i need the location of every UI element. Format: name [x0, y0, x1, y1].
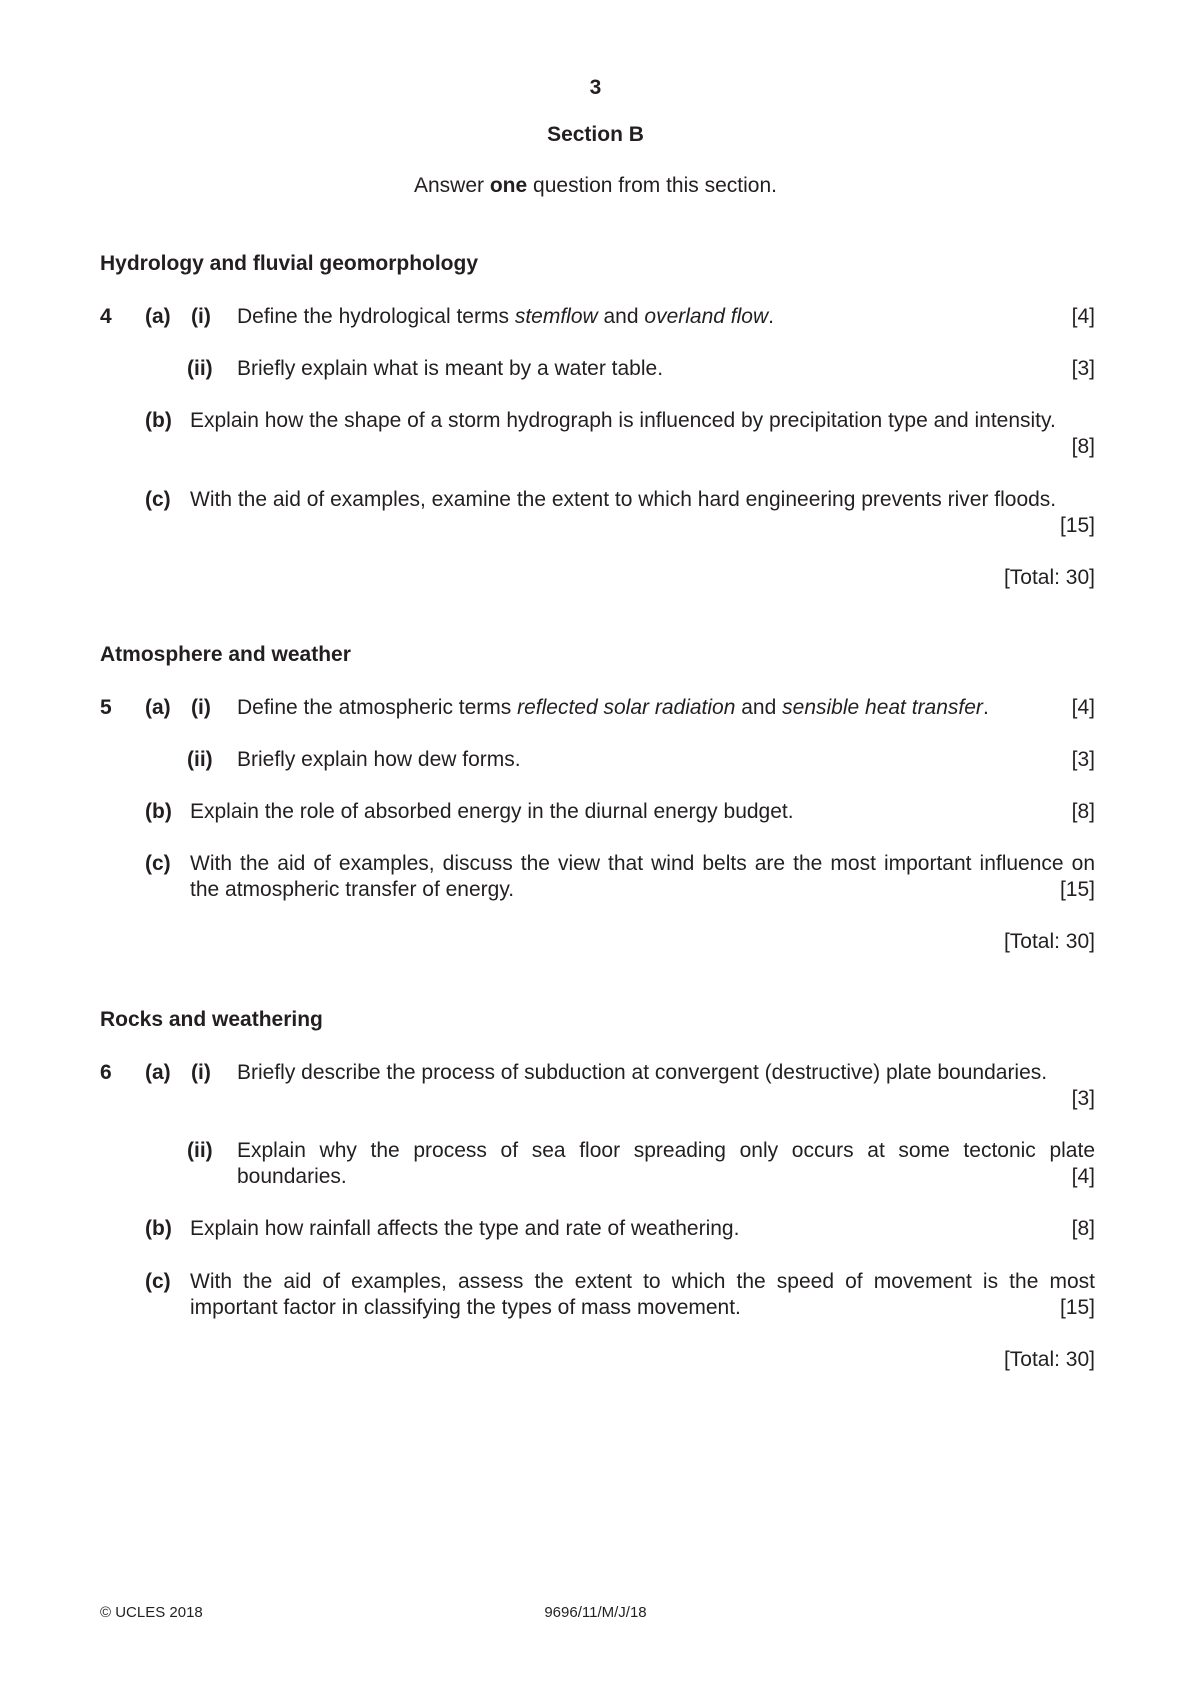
- question-number: 5: [100, 696, 112, 719]
- part-label: (c): [145, 1270, 171, 1293]
- section-instruction: [0, 174, 1191, 198]
- topic-heading-atmosphere: Atmosphere and weather: [100, 643, 351, 666]
- subpart-label: (ii): [187, 1139, 213, 1162]
- q6-a-i-marks-line: [100, 1087, 1095, 1113]
- instruction-before: Answer: [414, 174, 490, 197]
- term-italic: stemflow: [514, 305, 598, 328]
- topic-heading-rocks: Rocks and weathering: [100, 1008, 323, 1031]
- topic-heading-hydrology: Hydrology and fluvial geomorphology: [100, 252, 479, 275]
- question-text: Briefly describe the process of subduction at convergent (destructive) plate boundaries.: [237, 1061, 1048, 1084]
- part-label: (a): [145, 305, 171, 328]
- text-segment: Define the hydrological terms: [237, 305, 515, 328]
- question-text: [237, 305, 1095, 329]
- q4-a-i: [100, 305, 1095, 331]
- q6-b: [100, 1217, 1095, 1243]
- part-label: (b): [145, 800, 172, 823]
- q5-c-line-2: [100, 878, 1095, 904]
- part-label: (b): [145, 409, 172, 432]
- marks: [8]: [1071, 1217, 1095, 1240]
- marks: [3]: [1071, 1087, 1095, 1110]
- part-label: (b): [145, 1217, 172, 1240]
- question-number: 4: [100, 305, 112, 328]
- instruction-after: question from this section.: [527, 174, 777, 197]
- q4-c: [100, 488, 1095, 514]
- question-number: 6: [100, 1061, 112, 1084]
- subpart-label: (i): [191, 305, 211, 328]
- q6-a-i: [100, 1061, 1095, 1087]
- question-text: Explain why the process of sea floor spreading only occurs at some tectonic plate: [237, 1139, 1095, 1162]
- subpart-label: (ii): [187, 357, 213, 380]
- marks: [4]: [1071, 1165, 1095, 1188]
- q4-b-marks-line: [100, 435, 1095, 461]
- q4-b: [100, 409, 1095, 435]
- question-text: the atmospheric transfer of energy.: [190, 878, 515, 901]
- q6-c-line-2: [100, 1296, 1095, 1322]
- term-italic: reflected solar radiation: [517, 696, 736, 719]
- q5-a-i: [100, 696, 1095, 722]
- marks: [8]: [1071, 435, 1095, 458]
- marks: [15]: [1059, 1296, 1095, 1319]
- subpart-label: (ii): [187, 748, 213, 771]
- question-text: important factor in classifying the types of mass movement.: [190, 1296, 741, 1319]
- term-italic: overland flow: [644, 305, 769, 328]
- q4-c-marks-line: [100, 514, 1095, 540]
- marks: [4]: [1071, 696, 1095, 719]
- term-italic: sensible heat transfer: [782, 696, 983, 719]
- footer-copyright: © UCLES 2018: [100, 1604, 203, 1621]
- marks: [15]: [1059, 878, 1095, 901]
- page-number: 3: [589, 76, 602, 99]
- footer-paper-code: 9696/11/M/J/18: [544, 1604, 647, 1621]
- part-label: (c): [145, 488, 171, 511]
- question-text: boundaries.: [237, 1165, 347, 1188]
- text-segment: .: [982, 696, 989, 719]
- question-text: With the aid of examples, assess the extent to which the speed of movement is the most: [190, 1270, 1095, 1293]
- instruction-bold: one: [489, 174, 528, 197]
- part-label: (c): [145, 852, 171, 875]
- text-segment: Define the atmospheric terms: [237, 696, 518, 719]
- text-segment: and: [735, 696, 783, 719]
- q5-total: [Total: 30]: [1003, 930, 1095, 953]
- marks: [3]: [1071, 748, 1095, 771]
- question-text: With the aid of examples, discuss the view that wind belts are the most important influence on: [190, 852, 1095, 875]
- question-text: With the aid of examples, examine the extent to which hard engineering prevents river floods.: [190, 488, 1057, 511]
- part-label: (a): [145, 1061, 171, 1084]
- q5-a-ii: [100, 748, 1095, 774]
- marks: [4]: [1071, 305, 1095, 328]
- marks: [15]: [1059, 514, 1095, 537]
- marks: [8]: [1071, 800, 1095, 823]
- q6-c: [100, 1270, 1095, 1296]
- marks: [3]: [1071, 357, 1095, 380]
- question-text: [237, 696, 1095, 720]
- question-text: Briefly explain how dew forms.: [237, 748, 521, 771]
- q5-b: [100, 800, 1095, 826]
- q5-c: [100, 852, 1095, 878]
- question-text: Explain how rainfall affects the type and rate of weathering.: [190, 1217, 740, 1240]
- q6-a-ii-line-2: [100, 1165, 1095, 1191]
- q4-total: [Total: 30]: [1003, 566, 1095, 589]
- text-segment: and: [597, 305, 645, 328]
- question-text: Explain the role of absorbed energy in the diurnal energy budget.: [190, 800, 794, 823]
- q4-a-ii: [100, 357, 1095, 383]
- part-label: (a): [145, 696, 171, 719]
- question-text: Explain how the shape of a storm hydrograph is influenced by precipitation type and intensity.: [190, 409, 1056, 432]
- q6-total: [Total: 30]: [1003, 1348, 1095, 1371]
- text-segment: .: [768, 305, 774, 328]
- subpart-label: (i): [191, 1061, 211, 1084]
- subpart-label: (i): [191, 696, 211, 719]
- q6-a-ii: [100, 1139, 1095, 1165]
- section-title: Section B: [547, 123, 644, 146]
- question-text: Briefly explain what is meant by a water table.: [237, 357, 664, 380]
